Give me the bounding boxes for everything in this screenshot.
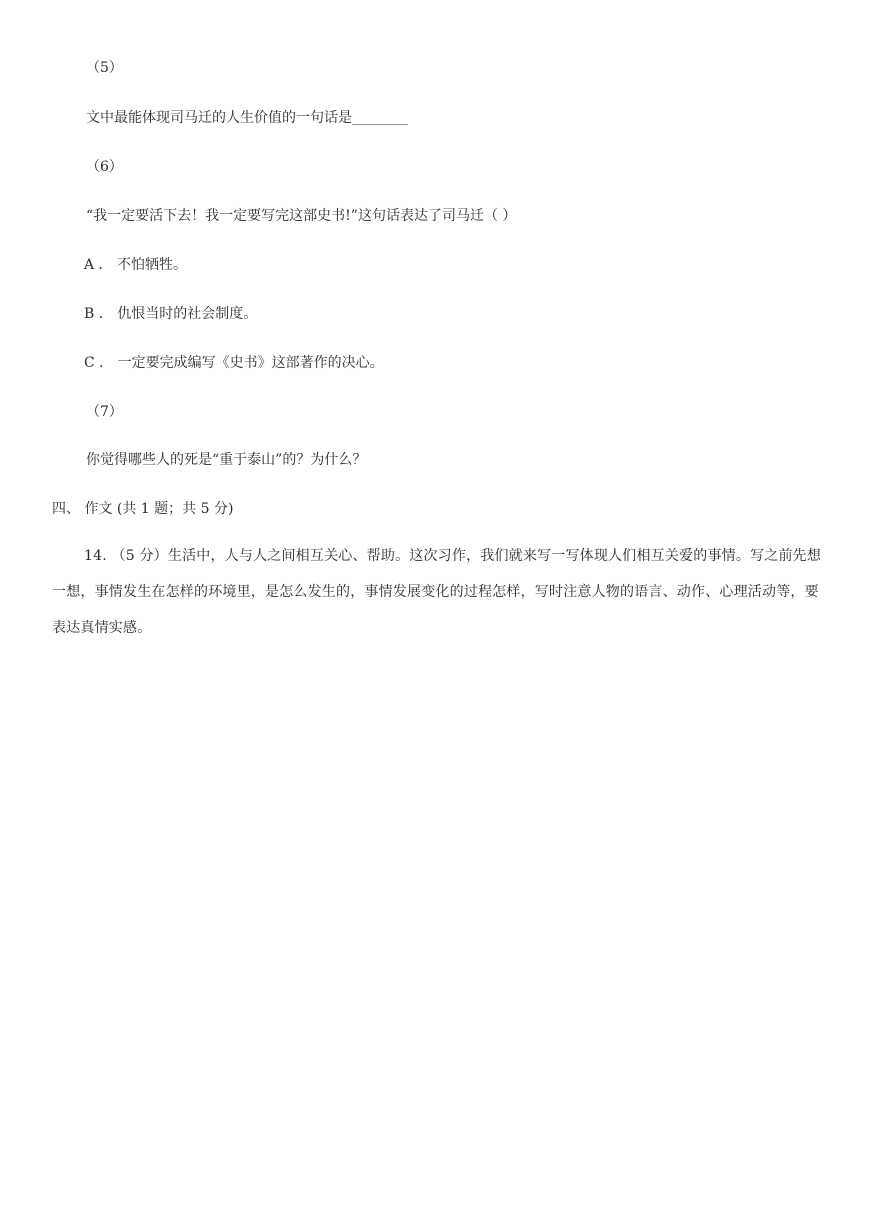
q6-option-b: B ． 仇恨当时的社会制度。 bbox=[84, 306, 258, 322]
q7-prompt: 你觉得哪些人的死是“重于泰山”的？为什么？ bbox=[86, 452, 367, 468]
section-4-heading: 四、 作文 (共 1 题；共 5 分) bbox=[52, 501, 234, 517]
q14-composition-prompt: 14. （5 分）生活中，人与人之间相互关心、帮助。这次习作，我们就来写一写体现人们相互关爱的事情。写之前先想一想，事情发生在怎样的环境里，是怎么发生的，事情发展变化的过程怎样，写时注意人物的语言、动作、心理活动等，要表达真情实感。 bbox=[52, 548, 822, 636]
q6-option-c: C ． 一定要完成编写《史书》这部著作的决心。 bbox=[84, 355, 384, 371]
q6-label: （6） bbox=[86, 159, 123, 175]
q7-label: （7） bbox=[86, 404, 123, 420]
q6-prompt: “我一定要活下去！我一定要写完这部史书!”这句话表达了司马迁（ ） bbox=[86, 208, 517, 224]
q5-prompt: 文中最能体现司马迁的人生价值的一句话是________ bbox=[86, 110, 408, 126]
q5-label: （5） bbox=[86, 60, 123, 76]
q6-option-a: A ． 不怕牺牲。 bbox=[84, 257, 188, 273]
